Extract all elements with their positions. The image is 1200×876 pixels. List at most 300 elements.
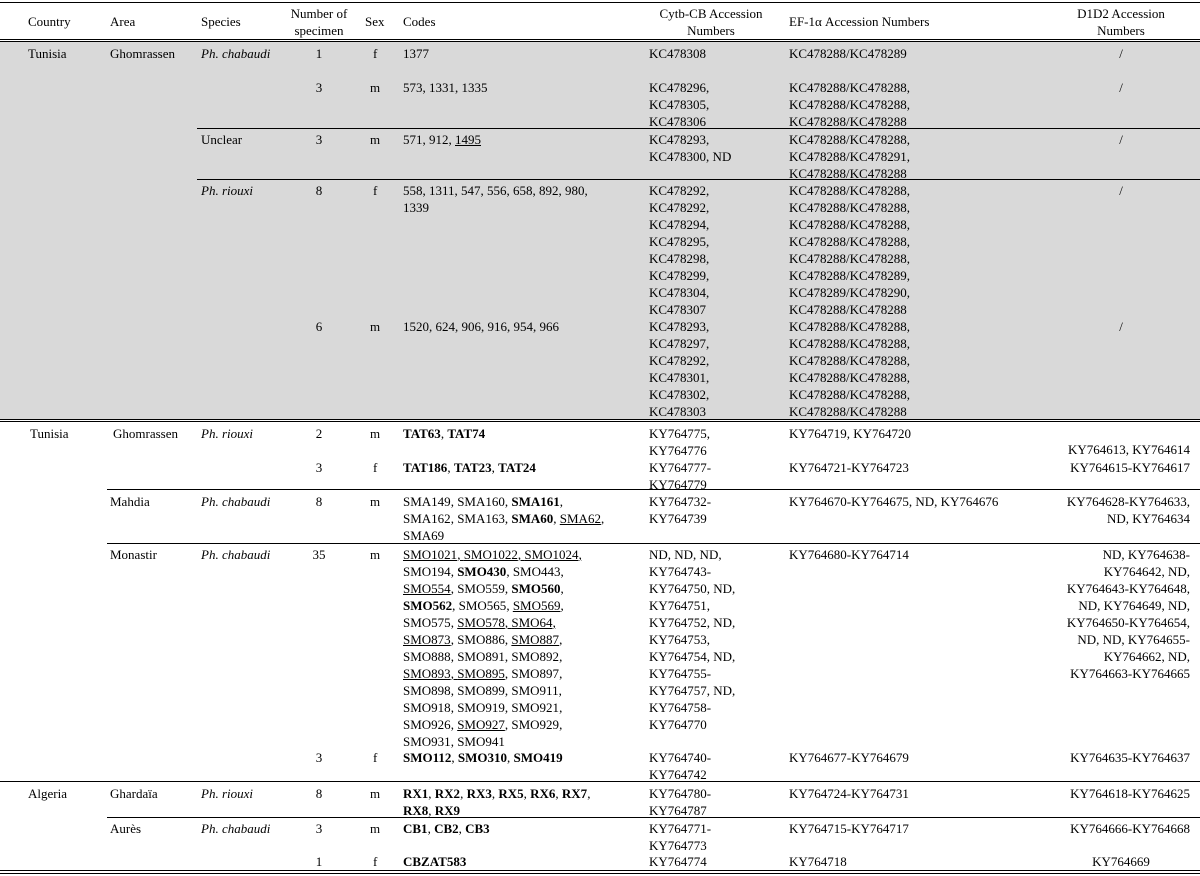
ef1a-line: KC478288/KC478289 <box>789 46 907 61</box>
code-sep: , <box>507 750 514 765</box>
cytb-line: KY764770 <box>649 717 707 732</box>
number-cell: 3 <box>315 132 323 147</box>
code-sep: , <box>504 581 512 596</box>
species-cell: Unclear <box>201 132 243 147</box>
ef1a-line: KC478288/KC478289, <box>789 268 910 283</box>
code-sep: , <box>450 564 458 579</box>
ef1a-line: KC478288/KC478288 <box>789 166 907 181</box>
cytb-line: KC478292, <box>649 183 710 198</box>
codes-line: SMO562, SMO565, SMO569, <box>403 598 564 613</box>
code-sep: , <box>450 683 458 698</box>
ef1a-line: KC478288/KC478288 <box>789 302 907 317</box>
code-text: SMO1024 <box>524 547 579 562</box>
codes-line: SMO918, SMO919, SMO921, <box>403 700 563 715</box>
header-sex: Sex <box>365 14 385 29</box>
code-text: SMO926 <box>403 717 451 732</box>
cytb-cell <box>649 785 711 819</box>
code-bold: TAT63 <box>403 426 441 441</box>
cytb-cell <box>649 749 711 783</box>
cytb-cell <box>649 820 711 854</box>
country-cell: Algeria <box>28 786 67 801</box>
cytb-line: KC478292, <box>649 353 710 368</box>
cytb-line: KC478300, ND <box>649 149 732 164</box>
species-cell: Ph. chabaudi <box>201 46 271 61</box>
cytb-cell <box>649 318 709 420</box>
code-sep: , <box>504 511 512 526</box>
code-sep: , <box>504 649 512 664</box>
code-bold: RX7 <box>561 786 588 801</box>
cytb-line: KY764743- <box>649 564 712 579</box>
cytb-line: KC478296, <box>649 80 710 95</box>
ef1a-line: KC478288/KC478288, <box>789 387 910 402</box>
codes-cell <box>403 182 588 216</box>
code-underlined: SMO1021, SMO1022, SMO1024, <box>403 547 582 562</box>
code-sep: , <box>458 821 466 836</box>
ef1a-cell: KY764719, KY764720 <box>789 426 912 441</box>
number-cell: 6 <box>315 319 323 334</box>
cytb-line: KY764754, ND, <box>649 649 736 664</box>
code-sep: , <box>452 598 459 613</box>
codes-cell: 1520, 624, 906, 916, 954, 966 <box>403 319 559 334</box>
number-cell: 1 <box>315 854 323 869</box>
d1d2-line: ND, ND, KY764655- <box>1077 632 1190 647</box>
ef1a-line: KC478288/KC478288, <box>789 97 910 112</box>
codes-line: 1339 <box>403 200 429 215</box>
code-sep: , <box>451 750 458 765</box>
code-text: SMO194 <box>403 564 451 579</box>
area-cell: Monastir <box>110 547 157 562</box>
ef1a-line: KC478288/KC478288, <box>789 251 910 266</box>
rule-top <box>0 2 1200 3</box>
code-sep: , <box>450 734 458 749</box>
code-text: SMO899 <box>457 683 505 698</box>
codes-cell <box>403 853 466 870</box>
codes-cell <box>403 820 490 837</box>
d1d2-cell: / <box>1119 319 1123 334</box>
code-bold: SMO562 <box>403 598 453 613</box>
area-cell: Ghomrassen <box>113 426 178 441</box>
header-species: Species <box>201 14 241 29</box>
cytb-line: KY764780- <box>649 786 712 801</box>
code-bold: TAT24 <box>498 460 536 475</box>
codes-cell <box>403 785 590 819</box>
ef1a-line: KC478288/KC478288, <box>789 319 910 334</box>
d1d2-cell: / <box>1119 183 1123 198</box>
code-text: SMO918 <box>403 700 451 715</box>
codes-line <box>403 546 582 563</box>
header-d1d2 <box>1045 5 1197 39</box>
header-cytb-line: Cytb-CB Accession <box>659 6 763 21</box>
code-text: SMO911 <box>511 683 559 698</box>
header-cytb <box>645 5 777 39</box>
code-sep: , <box>517 547 525 562</box>
cytb-cell <box>649 459 711 493</box>
number-cell: 8 <box>315 183 323 198</box>
code-text: SMO886 <box>457 632 505 647</box>
header-number-line: Number of <box>290 6 348 21</box>
code-sep: , <box>504 632 512 647</box>
code-sep: , <box>428 803 435 818</box>
header-number-line: specimen <box>294 23 344 38</box>
cytb-line: KC478294, <box>649 217 710 232</box>
codes-line <box>403 614 582 631</box>
sex-cell: f <box>373 46 378 61</box>
code-text: SMO929 <box>511 717 560 732</box>
code-text: SMO897 <box>511 666 560 681</box>
codes-line <box>403 802 590 819</box>
species-cell: Ph. riouxi <box>201 426 253 441</box>
d1d2-line: KY764628-KY764633, <box>1066 494 1190 509</box>
cytb-line: KY764757, ND, <box>649 683 736 698</box>
code-sep: , <box>506 598 513 613</box>
code-text: SMO898 <box>403 683 451 698</box>
number-cell: 3 <box>315 460 323 475</box>
codes-line: SMO194, SMO430, SMO443, <box>403 564 564 579</box>
cytb-line: KY764758- <box>649 700 712 715</box>
ef1a-line: KC478288/KC478288, <box>789 132 910 147</box>
ef1a-cell: KY764718 <box>789 854 847 869</box>
d1d2-line: KY764662, ND, <box>1103 649 1190 664</box>
code-bold: CBZAT583 <box>403 854 467 869</box>
ef1a-line: KC478288/KC478288, <box>789 370 910 385</box>
code-sep: , <box>504 494 512 509</box>
rule-sub <box>107 543 1200 544</box>
d1d2-cell: / <box>1119 132 1123 147</box>
d1d2-cell: KY764635-KY764637 <box>1070 750 1190 765</box>
d1d2-cell: KY764669 <box>1092 854 1150 869</box>
code-text: 571, 912, <box>403 132 455 147</box>
cytb-cell <box>649 131 731 165</box>
code-sep: , <box>504 717 512 732</box>
codes-line <box>403 733 582 750</box>
code-sep: , <box>460 786 467 801</box>
code-sep: , <box>440 426 448 441</box>
ef1a-cell: KY764724-KY764731 <box>789 786 909 801</box>
sex-cell: m <box>370 319 381 334</box>
cytb-cell <box>649 546 735 733</box>
d1d2-cell <box>1000 493 1190 527</box>
code-text: SMA162 <box>403 511 451 526</box>
code-underlined: SMO873 <box>403 632 451 647</box>
code-sep: , <box>523 786 531 801</box>
code-sep: , <box>553 511 560 526</box>
ef1a-line: KC478288/KC478288, <box>789 200 910 215</box>
rule-bottom <box>0 873 1200 874</box>
rule-bottom <box>0 870 1200 871</box>
ef1a-line: KC478288/KC478288 <box>789 114 907 129</box>
species-cell: Ph. riouxi <box>201 183 253 198</box>
sex-cell: f <box>373 183 378 198</box>
cytb-line: KC478295, <box>649 234 710 249</box>
header-country: Country <box>28 14 71 29</box>
code-text: SMO931 <box>403 734 451 749</box>
codes-line: SMA162, SMA163, SMA60, SMA62, <box>403 511 605 526</box>
sex-cell: m <box>370 786 381 801</box>
d1d2-cell: KY764613, KY764614 <box>1067 442 1190 457</box>
area-cell: Aurès <box>110 821 142 836</box>
sex-cell: m <box>370 80 381 95</box>
rule-sub <box>197 179 1200 180</box>
code-sep: , <box>450 649 458 664</box>
ef1a-cell <box>789 131 910 182</box>
cytb-line: KC478293, <box>649 319 710 334</box>
code-sep: , <box>450 717 458 732</box>
code-text: SMO575 <box>403 615 451 630</box>
code-sep: , <box>555 786 562 801</box>
header-d1d2-line: D1D2 Accession <box>1077 6 1165 21</box>
sex-cell: m <box>370 494 381 509</box>
d1d2-cell: / <box>1119 46 1123 61</box>
ef1a-line: KC478289/KC478290, <box>789 285 910 300</box>
header-cytb-line: Numbers <box>687 23 735 38</box>
cytb-line: KY764774 <box>649 854 707 869</box>
rule-group <box>0 419 1200 420</box>
d1d2-line: ND, KY764649, ND, <box>1078 598 1190 613</box>
number-cell: 3 <box>315 80 323 95</box>
code-sep: , <box>450 581 458 596</box>
code-bold: RX1 <box>403 786 429 801</box>
codes-cell <box>403 131 481 148</box>
cytb-line: KY764755- <box>649 666 712 681</box>
d1d2-cell <box>1000 546 1190 682</box>
code-sep: , <box>491 786 499 801</box>
code-text: SMO64 <box>511 615 553 630</box>
cytb-line: KY764776 <box>649 443 707 458</box>
header-area: Area <box>110 14 136 29</box>
code-sep: , <box>450 632 458 647</box>
number-cell: 2 <box>315 426 323 441</box>
cytb-line: KC478305, <box>649 97 710 112</box>
code-sep: , <box>450 700 458 715</box>
code-bold: RX2 <box>434 786 461 801</box>
cytb-cell <box>649 45 706 62</box>
cytb-line: KC478299, <box>649 268 710 283</box>
ef1a-cell <box>789 182 910 318</box>
code-text: SMO893 <box>403 666 451 681</box>
code-sep: , <box>450 511 458 526</box>
cytb-line: KY764742 <box>649 767 707 782</box>
codes-line: SMA149, SMA160, SMA161, <box>403 494 564 509</box>
sex-cell: m <box>370 426 381 441</box>
d1d2-cell: KY764615-KY764617 <box>1070 460 1190 475</box>
code-text: SMO888 <box>403 649 451 664</box>
code-underlined: SMO927 <box>457 717 505 732</box>
ef1a-cell: KY764677-KY764679 <box>789 750 909 765</box>
code-sep: , <box>447 460 454 475</box>
code-text: SMO941 <box>457 734 505 749</box>
ef1a-line: KC478288/KC478291, <box>789 149 910 164</box>
species-cell: Ph. riouxi <box>201 786 253 801</box>
codes-cell: 573, 1331, 1335 <box>403 80 488 95</box>
cytb-cell <box>649 79 709 130</box>
cytb-line: KC478293, <box>649 132 710 147</box>
cytb-line: KY764732- <box>649 494 712 509</box>
code-text: SMA149 <box>403 494 451 509</box>
code-underlined: SMO554 <box>403 581 451 596</box>
code-bold: SMA60 <box>511 511 554 526</box>
code-bold: RX6 <box>530 786 556 801</box>
codes-cell <box>403 493 604 544</box>
code-sep: , <box>450 494 458 509</box>
code-text: SMO1022 <box>463 547 518 562</box>
country-cell: Tunisia <box>28 46 67 61</box>
area-cell: Ghardaïa <box>110 786 158 801</box>
ef1a-cell <box>789 318 910 420</box>
d1d2-line: KY764650-KY764654, <box>1066 615 1190 630</box>
shaded-group-background <box>0 41 1200 420</box>
codes-cell <box>403 459 536 476</box>
cytb-line: KC478302, <box>649 387 710 402</box>
code-sep: , <box>450 615 458 630</box>
code-bold: CB3 <box>465 821 490 836</box>
ef1a-line: KC478288/KC478288, <box>789 234 910 249</box>
number-cell: 8 <box>315 786 323 801</box>
codes-line: SMO926, SMO927, SMO929, <box>403 717 563 732</box>
code-text: SMO578 <box>457 615 505 630</box>
ef1a-cell: KY764715-KY764717 <box>789 821 909 836</box>
header-number <box>280 5 358 39</box>
code-sep: , <box>506 564 513 579</box>
country-cell: Tunisia <box>30 426 69 441</box>
code-bold: SMA161 <box>511 494 560 509</box>
codes-cell <box>403 749 563 766</box>
code-underlined: SMO569 <box>512 598 561 613</box>
code-sep: , <box>504 666 512 681</box>
number-cell: 35 <box>312 547 326 562</box>
cytb-line: KC478298, <box>649 251 710 266</box>
code-text: SMO921 <box>511 700 560 715</box>
code-sep: , <box>504 683 512 698</box>
species-cell: Ph. chabaudi <box>201 547 271 562</box>
d1d2-cell: / <box>1119 80 1123 95</box>
cytb-line: KY764753, <box>649 632 711 647</box>
species-cell: Ph. chabaudi <box>201 821 271 836</box>
code-underlined: SMO887 <box>511 632 560 647</box>
code-sep: , <box>504 700 512 715</box>
number-cell: 3 <box>315 750 323 765</box>
code-bold: CB2 <box>434 821 459 836</box>
ef1a-cell: KY764670-KY764675, ND, KY764676 <box>789 494 999 509</box>
ef1a-line: KC478288/KC478288 <box>789 404 907 419</box>
cytb-cell <box>649 853 707 870</box>
cytb-line: KY764787 <box>649 803 707 818</box>
cytb-line: KC478297, <box>649 336 710 351</box>
rule-group <box>0 781 1200 782</box>
ef1a-line: KC478288/KC478288, <box>789 353 910 368</box>
sex-cell: f <box>373 460 378 475</box>
ef1a-line: KC478288/KC478288, <box>789 183 910 198</box>
code-bold: TAT186 <box>403 460 448 475</box>
code-bold: SMO430 <box>457 564 507 579</box>
code-bold: CB1 <box>403 821 428 836</box>
cytb-line: KY764771- <box>649 821 712 836</box>
code-bold: SMO419 <box>513 750 563 765</box>
codes-cell <box>403 425 485 442</box>
code-text: SMA69 <box>403 528 445 543</box>
code-underlined: SMO578, SMO64, <box>457 615 556 630</box>
d1d2-line: KY764663-KY764665 <box>1070 666 1190 681</box>
codes-line: SMO898, SMO899, SMO911, <box>403 683 562 698</box>
rule-group <box>0 421 1200 422</box>
cytb-cell <box>649 425 710 459</box>
codes-line: SMO893, SMO895, SMO897, <box>403 666 563 681</box>
cytb-line: KY764779 <box>649 477 707 492</box>
d1d2-line: ND, KY764638- <box>1102 547 1190 562</box>
cytb-line: KC478306 <box>649 114 707 129</box>
code-text: SMO1021 <box>403 547 458 562</box>
code-sep: , <box>428 786 435 801</box>
codes-cell: 1377 <box>403 46 429 61</box>
area-cell: Ghomrassen <box>110 46 175 61</box>
cytb-line: KC478303 <box>649 404 707 419</box>
ef1a-line: KC478288/KC478288, <box>789 217 910 232</box>
d1d2-cell: KY764666-KY764668 <box>1070 821 1190 836</box>
number-cell: 1 <box>315 46 323 61</box>
cytb-line: KY764751, <box>649 598 711 613</box>
code-text: SMO919 <box>457 700 505 715</box>
d1d2-cell: KY764618-KY764625 <box>1070 786 1190 801</box>
codes-line: SMO873, SMO886, SMO887, <box>403 632 563 647</box>
number-cell: 3 <box>315 821 323 836</box>
d1d2-line: ND, KY764634 <box>1106 511 1190 526</box>
cytb-line: KY764739 <box>649 511 707 526</box>
code-bold: SMO310 <box>457 750 508 765</box>
ef1a-line: KC478288/KC478288, <box>789 80 910 95</box>
codes-cell <box>403 546 582 750</box>
header-codes: Codes <box>403 14 436 29</box>
code-bold: RX3 <box>466 786 492 801</box>
cytb-line: KC478308 <box>649 46 707 61</box>
code-sep: , <box>427 821 435 836</box>
code-bold: SMO560 <box>511 581 561 596</box>
ef1a-cell: KY764721-KY764723 <box>789 460 909 475</box>
cytb-line: KC478301, <box>649 370 710 385</box>
code-sep: , <box>457 547 464 562</box>
code-text: SMA163 <box>457 511 505 526</box>
codes-line <box>403 527 604 544</box>
codes-line: RX1, RX2, RX3, RX5, RX6, RX7, <box>403 786 591 801</box>
cytb-cell <box>649 182 709 318</box>
number-cell: 8 <box>315 494 323 509</box>
ef1a-cell <box>789 45 907 62</box>
cytb-line: KC478292, <box>649 200 710 215</box>
codes-line: SMO554, SMO559, SMO560, <box>403 581 564 596</box>
cytb-line: KC478304, <box>649 285 710 300</box>
cytb-line: ND, ND, ND, <box>649 547 722 562</box>
sex-cell: m <box>370 547 381 562</box>
cytb-line: KY764777- <box>649 460 712 475</box>
code-underlined: SMA62 <box>559 511 601 526</box>
ef1a-line: KC478288/KC478288, <box>789 336 910 351</box>
code-text: SMO443 <box>512 564 561 579</box>
ef1a-cell <box>789 79 910 130</box>
header-ef1a: EF-1α Accession Numbers <box>789 14 930 29</box>
codes-line: 558, 1311, 547, 556, 658, 892, 980, <box>403 183 588 198</box>
codes-line: SMO888, SMO891, SMO892, <box>403 649 563 664</box>
cytb-line: KY764750, ND, <box>649 581 736 596</box>
code-bold: RX8 <box>403 803 429 818</box>
cytb-line: KY764773 <box>649 838 707 853</box>
code-sep: , <box>504 615 512 630</box>
species-cell: Ph. chabaudi <box>201 494 271 509</box>
code-underlined: 1495 <box>455 132 481 147</box>
cytb-line: KY764752, ND, <box>649 615 736 630</box>
ef1a-cell: KY764680-KY764714 <box>789 547 909 562</box>
code-bold: TAT74 <box>447 426 486 441</box>
code-underlined <box>403 666 505 681</box>
cytb-cell <box>649 493 711 527</box>
code-bold: SMO112 <box>403 750 452 765</box>
